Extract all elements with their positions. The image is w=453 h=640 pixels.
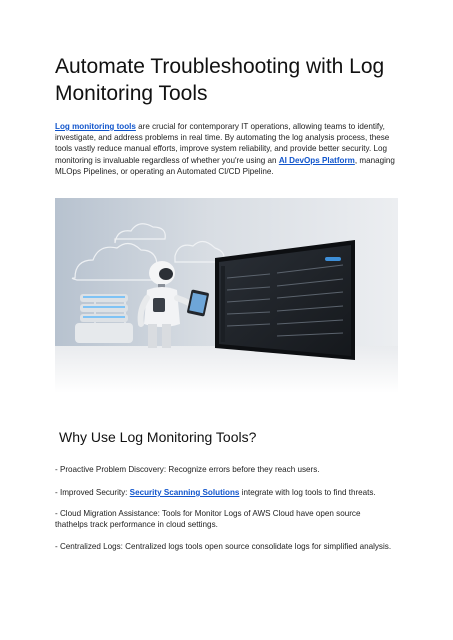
bullet-cloud-migration: - Cloud Migration Assistance: Tools for Monitor Logs of AWS Cloud have open source thathelps track performance in cloud settings. [55, 509, 361, 530]
ai-devops-platform-link[interactable]: AI DevOps Platform [278, 155, 355, 165]
intro-text-1: are crucial for contemporary IT operations, allowing teams to identify, investigate, and address problems in real time. By automating the log analysis process, these tools vastly reduce manual efforts, improve system reliability, and provide better security. Log monitoring is invaluable regardless of whether you're using an [55, 122, 390, 165]
intro-text-2: , managing MLOps Pipelines, or operating an Automated CI/CD Pipeline. [55, 155, 395, 176]
section-heading: Why Use Log Monitoring Tools? [59, 429, 257, 445]
hero-image [55, 198, 398, 393]
robot-dashboard-illustration [55, 198, 398, 393]
bullet-centralized-logs: - Centralized Logs: Centralized logs tools open source consolidate logs for simplified analysis. [55, 542, 392, 551]
bullet-proactive-discovery: - Proactive Problem Discovery: Recognize errors before they reach users. [55, 465, 320, 474]
bullet-2-suffix: integrate with log tools to find threats. [239, 488, 376, 497]
log-monitoring-tools-link[interactable]: Log monitoring tools [55, 122, 136, 131]
dashboard-tablet [215, 240, 355, 360]
bullet-2-prefix: - Improved Security: [55, 488, 130, 497]
security-scanning-solutions-link[interactable]: Security Scanning Solutions [129, 488, 240, 497]
bullet-improved-security [55, 487, 405, 498]
intro-paragraph [55, 121, 403, 177]
page-title: Automate Troubleshooting with Log Monitoring Tools [55, 55, 385, 105]
server-stack [75, 294, 133, 343]
